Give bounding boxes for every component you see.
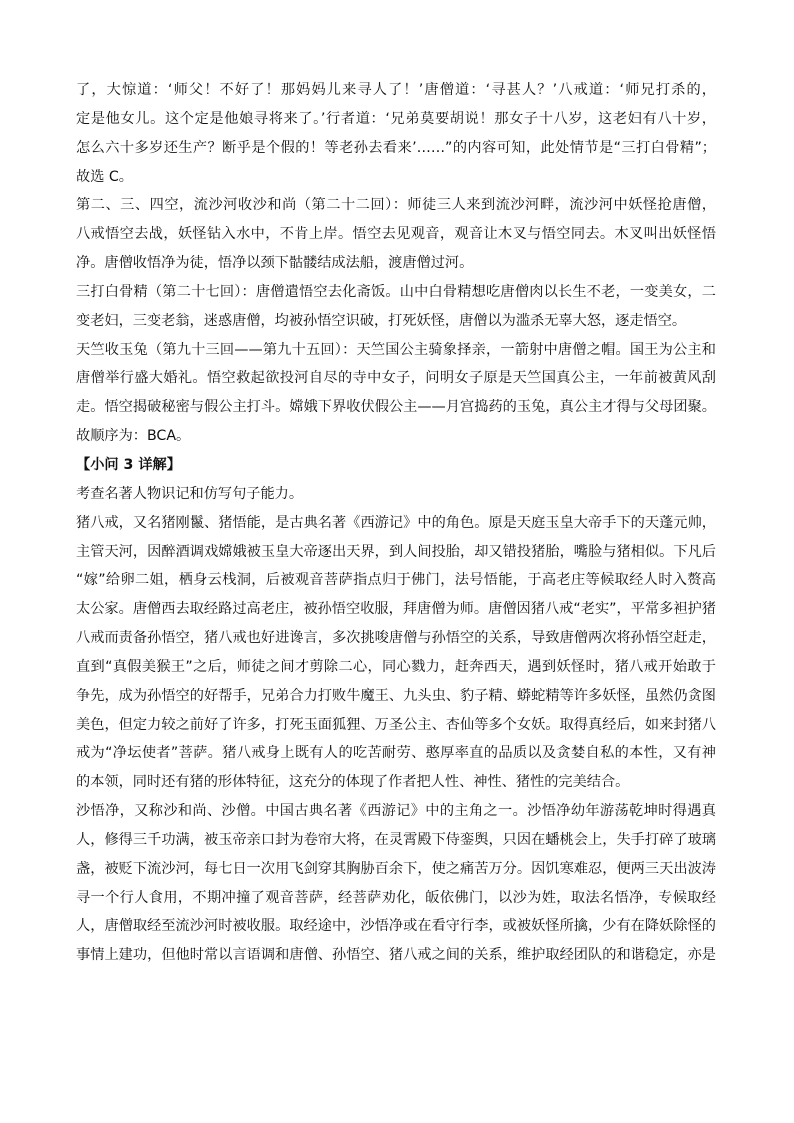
text-line: 八戒悟空去战，妖怪钻入水中，不肯上岸。悟空去见观音，观音让木叉与悟空同去。木叉叫出妖怪悟 (76, 226, 716, 243)
text-line: 盏，被贬下流沙河，每七日一次用飞剑穿其胸胁百余下，使之痛苦万分。因饥寒难忍，便两三天出波涛 (76, 860, 716, 877)
text-line: “嫁”给卵二姐，栖身云栈洞，后被观音菩萨指点归于佛门，法号悟能，于高老庄等候取经人时入赘高 (76, 572, 716, 589)
document-page (76, 76, 716, 970)
text-line: 【小问 3 详解】 (76, 456, 181, 473)
para-shawujing (76, 797, 716, 970)
text-line: 第二、三、四空，流沙河收沙和尚（第二十二回）：师徒三人来到流沙河畔，流沙河中妖怪抢唐僧， (76, 197, 716, 214)
text-line: 了，大惊道：‘师父！不好了！那妈妈儿来寻人了！’唐僧道：‘寻甚人？’八戒道：‘师兄打杀的， (76, 82, 716, 98)
text-line: 猪八戒，又名猪刚鬣、猪悟能，是古典名著《西游记》中的角色。原是天庭玉皇大帝手下的天蓬元帅， (76, 514, 716, 531)
para-zhubajie (76, 509, 716, 797)
text-line: 人，修得三千功满，被玉帝亲口封为卷帘大将，在灵霄殿下侍銮舆，只因在蟠桃会上，失手打碎了玻璃 (76, 831, 716, 848)
text-line: 故顺序为：BCA。 (76, 428, 191, 445)
text-line: 的本领，同时还有猪的形体特征，这充分的体现了作者把人性、神性、猪性的完美结合。 (76, 774, 630, 791)
text-line: 直到“真假美猴王”之后，师徒之间才剪除二心，同心戮力，赶奔西天，遇到妖怪时，猪八戒开始敢于 (76, 658, 716, 675)
text-line: 三打白骨精（第二十七回）：唐僧遣悟空去化斋饭。山中白骨精想吃唐僧肉以长生不老，一变美女，二 (76, 283, 716, 300)
text-line: 天竺收玉兔（第九十三回——第九十五回）：天竺国公主骑象择亲，一箭射中唐僧之帽。国王为公主和 (76, 341, 716, 358)
text-line: 怎么六十多岁还生产？断乎是个假的！等老孙去看来’……”的内容可知，此处情节是“三打白骨精”； (76, 139, 716, 156)
text-line: 太公家。唐僧西去取经路过高老庄，被孙悟空收服，拜唐僧为师。唐僧因猪八戒“老实”，平常多袒护猪 (76, 601, 716, 618)
text-line: 八戒而责备孙悟空，猪八戒也好进谗言，多次挑唆唐僧与孙悟空的关系，导致唐僧两次将孙悟空赶走， (76, 630, 716, 647)
text-line: 戒为“净坛使者”菩萨。猪八戒身上既有人的吃苦耐劳、憨厚率直的品质以及贪婪自私的本性，又有神 (76, 745, 716, 762)
para-baigujing-conclusion (76, 76, 716, 191)
para-yutu (76, 336, 716, 451)
text-line: 故选 C。 (76, 168, 133, 185)
para-liusha-river (76, 191, 716, 278)
text-line: 变老妇，三变老翁，迷惑唐僧，均被孙悟空识破，打死妖怪，唐僧以为滥杀无辜大怒，逐走悟空。 (76, 312, 687, 329)
section-heading-q3 (76, 451, 716, 480)
text-line: 沙悟净，又称沙和尚、沙僧。中国古典名著《西游记》中的主角之一。沙悟净幼年游荡乾坤时得遇真 (76, 803, 716, 820)
text-line: 人，唐僧取经至流沙河时被收服。取经途中，沙悟净或在看守行李，或被妖怪所擒，少有在降妖除怪的 (76, 918, 716, 935)
text-line: 主管天河，因醉酒调戏嫦娥被玉皇大帝逐出天界，到人间投胎，却又错投猪胎，嘴脸与猪相似。下凡后 (76, 543, 716, 560)
text-line: 事情上建功，但他时常以言语调和唐僧、孙悟空、猪八戒之间的关系，维护取经团队的和谐稳定，亦是 (76, 947, 716, 964)
text-line: 寻一个行人食用，不期冲撞了观音菩萨，经菩萨劝化，皈依佛门，以沙为姓，取法名悟净，专候取经 (76, 889, 716, 906)
text-line: 唐僧举行盛大婚礼。悟空救起欲投河自尽的寺中女子，问明女子原是天竺国真公主，一年前被黄风刮 (76, 370, 716, 387)
text-line: 净。唐僧收悟净为徒，悟净以颈下骷髅结成法船，渡唐僧过河。 (76, 255, 474, 272)
para-q3-intro (76, 480, 716, 509)
text-line: 争先，成为孙悟空的好帮手，兄弟合力打败牛魔王、九头虫、豹子精、蟒蛇精等许多妖怪，虽然仍贪图 (76, 687, 716, 704)
text-line: 定是他女儿。这个定是他娘寻将来了。’行者道：‘兄弟莫要胡说！那女子十八岁，这老妇有八十岁， (76, 110, 716, 127)
text-line: 美色，但定力较之前好了许多，打死玉面狐狸、万圣公主、杏仙等多个女妖。取得真经后，如来封猪八 (76, 716, 716, 733)
text-line: 走。悟空揭破秘密与假公主打斗。嫦娥下界收伏假公主——月宫捣药的玉兔，真公主才得与父母团聚。 (76, 399, 716, 416)
text-line: 考查名著人物识记和仿写句子能力。 (76, 485, 304, 502)
para-san-da-baigujing (76, 278, 716, 336)
